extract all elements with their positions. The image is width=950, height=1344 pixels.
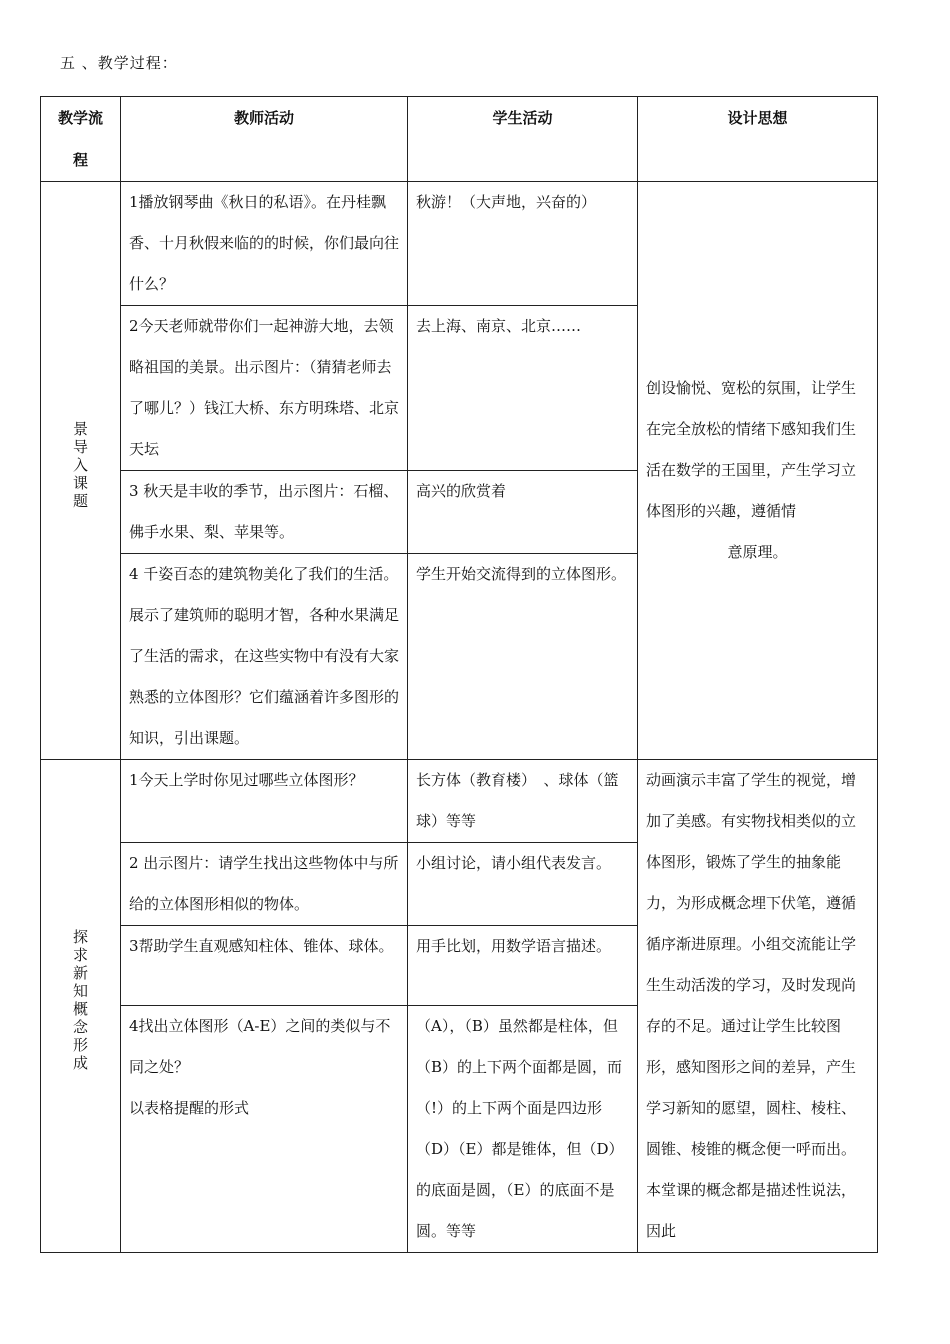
teacher-activity: 1播放钢琴曲《秋日的私语》。在丹桂飘香、十月秋假来临的的时候，你们最向往什么？: [121, 182, 408, 306]
header-teacher: 教师活动: [121, 97, 408, 182]
teacher-activity: 3 秋天是丰收的季节，出示图片：石榴、佛手水果、梨、苹果等。: [121, 471, 408, 554]
stage-name: 景导入课题: [72, 419, 88, 510]
teacher-activity: 2 出示图片：请学生找出这些物体中与所给的立体图形相似的物体。: [121, 843, 408, 926]
design-thought-1: [638, 182, 878, 760]
lesson-process-table: [40, 96, 878, 1253]
teacher-activity: 1今天上学时你见过哪些立体图形？: [121, 760, 408, 843]
teacher-activity: 3帮助学生直观感知柱体、锥体、球体。: [121, 926, 408, 1006]
header-design: 设计思想: [638, 97, 878, 182]
teacher-activity-note: 以表格提醒的形式: [129, 1099, 250, 1117]
header-stage: 教学流程: [41, 97, 121, 182]
student-activity: 秋游！（大声地，兴奋的）: [408, 182, 638, 306]
stage-cell-1: [41, 182, 121, 760]
teacher-activity-text: 4找出立体图形（A-E）之间的类似与不同之处？: [129, 1017, 391, 1076]
student-activity: 学生开始交流得到的立体图形。: [408, 554, 638, 760]
design-text-tail: 意原理。: [727, 543, 788, 561]
teacher-activity: [121, 1006, 408, 1253]
stage-name: 探求新知概念形成: [72, 928, 88, 1072]
table-row: [41, 182, 878, 306]
section-heading: 五 、教学过程：: [60, 54, 178, 72]
teacher-activity: 4 千姿百态的建筑物美化了我们的生活。展示了建筑师的聪明才智，各种水果满足了生活的需求，在这些实物中有没有大家熟悉的立体图形？它们蕴涵着许多图形的知识，引出课题。: [121, 554, 408, 760]
student-activity: 去上海、南京、北京……: [408, 306, 638, 471]
header-row: [41, 97, 878, 182]
student-activity: 小组讨论，请小组代表发言。: [408, 843, 638, 926]
stage-cell-2: [41, 760, 121, 1253]
teacher-activity: 2今天老师就带你们一起神游大地，去领略祖国的美景。出示图片：（猜猜老师去了哪儿？）钱江大桥、东方明珠塔、北京天坛: [121, 306, 408, 471]
student-activity: （A），（B）虽然都是柱体，但（B）的上下两个面都是圆，而（!）的上下两个面是四边形（D）（E）都是锥体，但（D）的底面是圆，（E）的底面不是圆。等等: [408, 1006, 638, 1253]
design-thought-2: 动画演示丰富了学生的视觉，增加了美感。有实物找相类似的立体图形，锻炼了学生的抽象能力，为形成概念埋下伏笔，遵循循序渐进原理。小组交流能让学生生动活泼的学习，及时发现尚存的不足。通过让学生比较图形，感知图形之间的差异，产生学习新知的愿望，圆柱、棱柱、圆锥、棱锥的概念便一呼而出。本堂课的概念都是描述性说法，因此: [638, 760, 878, 1253]
header-student: 学生活动: [408, 97, 638, 182]
student-activity: 长方体（教育楼） 、球体（篮球）等等: [408, 760, 638, 843]
student-activity: 高兴的欣赏着: [408, 471, 638, 554]
table-row: [41, 760, 878, 843]
design-text: 创设愉悦、宽松的氛围，让学生在完全放松的情绪下感知我们生活在数学的王国里，产生学习立体图形的兴趣，遵循情: [646, 379, 857, 520]
student-activity: 用手比划，用数学语言描述。: [408, 926, 638, 1006]
